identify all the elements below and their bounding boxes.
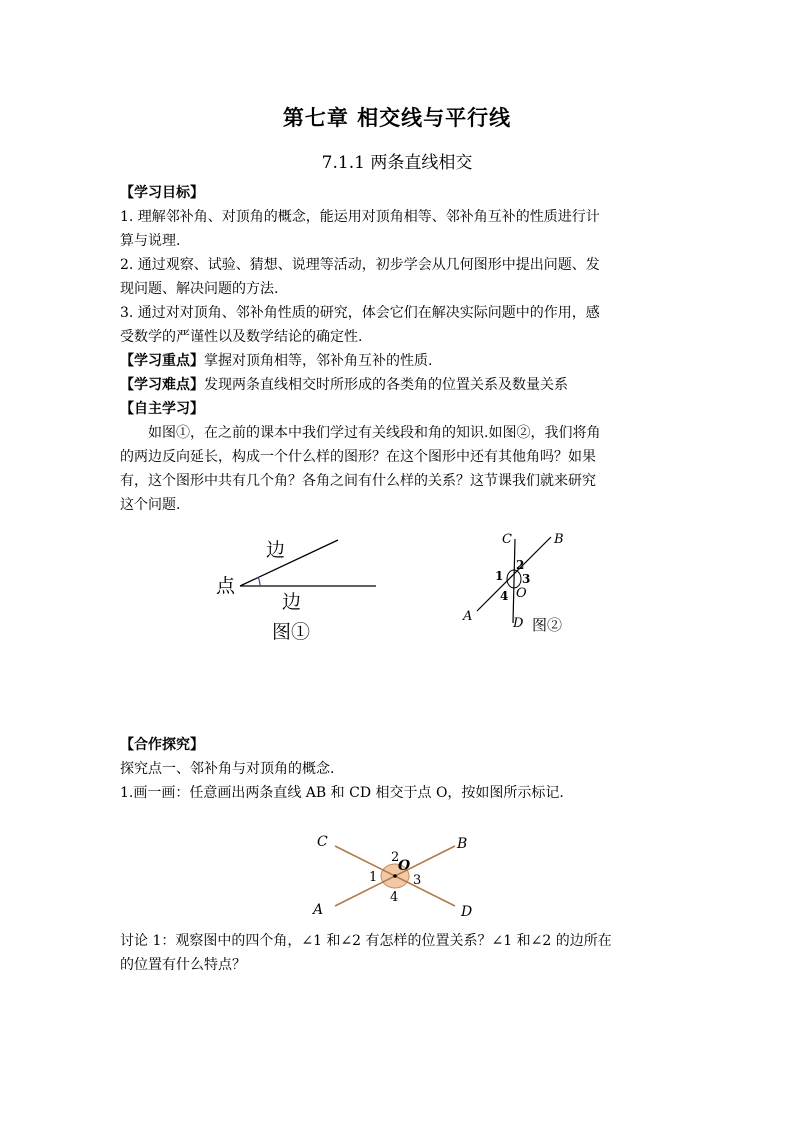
explore-heading: 【合作探究】	[120, 737, 204, 753]
fig1-side-top-label: 边	[266, 539, 286, 561]
difficulties	[120, 374, 676, 396]
fig1-side-bottom-label: 边	[282, 591, 302, 613]
goal-line-6: 受数学的严谨性以及数学结论的确定性.	[120, 329, 363, 345]
figure-3-intersecting-lines	[305, 828, 485, 923]
fig2-label-c: C	[502, 532, 512, 547]
fig2-label-o: O	[516, 586, 527, 601]
fig3-label-a: A	[313, 902, 324, 918]
fig1-angle-arc	[258, 577, 260, 586]
goal-line-4: 现问题、解决问题的方法.	[120, 281, 279, 297]
fig3-label-d: D	[461, 904, 473, 920]
self-study-line-1: 如图①，在之前的课本中我们学过有关线段和角的知识.如图②，我们将角	[148, 425, 601, 441]
self-study-heading: 【自主学习】	[120, 401, 204, 417]
fig2-label-1: 1	[495, 569, 504, 583]
fig2-label-b: B	[554, 532, 564, 547]
fig3-label-3: 3	[413, 873, 422, 888]
section-title: 7.1.1 两条直线相交	[321, 153, 473, 173]
fig1-vertex-label: 点	[216, 575, 236, 597]
fig3-label-o: O	[398, 858, 411, 874]
fig1-caption: 图①	[272, 621, 311, 643]
discussion-1-line-1: 讨论 1：观察图中的四个角，∠1 和∠2 有怎样的位置关系？∠1 和∠2 的边所在	[120, 933, 612, 949]
key-points-text: 掌握对顶角相等，邻补角互补的性质.	[204, 353, 433, 369]
fig2-line-cd	[513, 539, 515, 623]
fig2-label-a: A	[463, 609, 473, 624]
fig2-label-d: D	[513, 616, 524, 631]
difficulties-text: 发现两条直线相交时所形成的各类角的位置关系及数量关系	[204, 377, 568, 393]
goal-line-5: 3. 通过对对顶角、邻补角性质的研究，体会它们在解决实际问题中的作用，感	[120, 305, 600, 321]
key-points-heading: 【学习重点】	[120, 353, 204, 369]
chapter-title: 第七章 相交线与平行线	[282, 105, 512, 130]
explore-step-1: 1.画一画：任意画出两条直线 AB 和 CD 相交于点 O，按如图所示标记.	[120, 785, 564, 801]
goals-heading: 【学习目标】	[120, 185, 204, 201]
self-study-line-4: 这个问题.	[120, 497, 181, 513]
fig3-label-b: B	[457, 836, 468, 852]
fig3-label-2: 2	[391, 850, 400, 865]
fig2-label-3: 3	[522, 572, 531, 586]
figure-2-intersecting-lines	[455, 525, 585, 640]
goal-line-1: 1. 理解邻补角、对顶角的概念，能运用对顶角相等、邻补角互补的性质进行计	[120, 209, 600, 225]
goal-line-2: 算与说理.	[120, 233, 181, 249]
fig1-upper-ray	[240, 540, 338, 586]
fig3-label-1: 1	[369, 870, 378, 885]
explore-point-1: 探究点一、邻补角与对顶角的概念.	[120, 761, 335, 777]
self-study-line-3: 有，这个图形中共有几个角？各角之间有什么样的关系？这节课我们就来研究	[120, 473, 596, 489]
key-points	[120, 350, 676, 372]
fig3-label-4: 4	[390, 890, 399, 905]
goal-line-3: 2. 通过观察、试验、猜想、说理等活动，初步学会从几何图形中提出问题、发	[120, 257, 600, 273]
fig3-point-o	[393, 874, 397, 878]
difficulties-heading: 【学习难点】	[120, 377, 204, 393]
fig2-caption: 图②	[532, 616, 563, 634]
fig2-label-2: 2	[516, 558, 525, 572]
figure-1-angle	[200, 530, 400, 650]
discussion-1-line-2: 的位置有什么特点？	[120, 957, 246, 973]
fig3-label-c: C	[317, 834, 328, 850]
fig2-label-4: 4	[500, 589, 509, 603]
self-study-line-2: 的两边反向延长，构成一个什么样的图形？在这个图形中还有其他角吗？如果	[120, 449, 596, 465]
